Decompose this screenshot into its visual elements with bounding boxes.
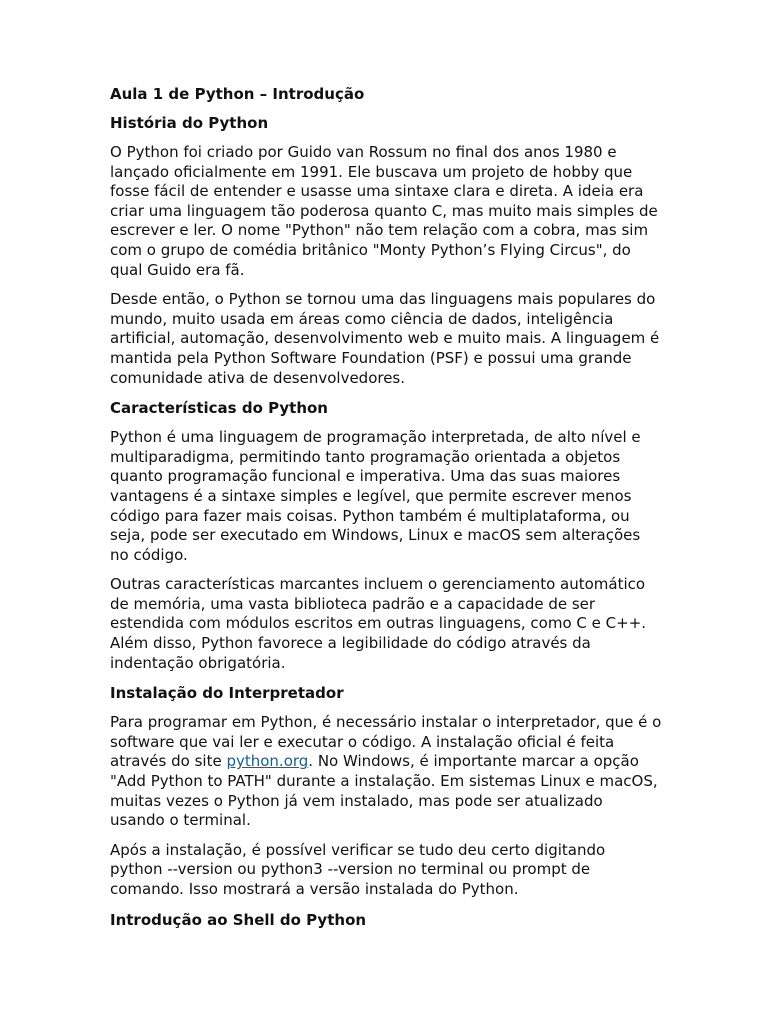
- heading-caracteristicas: Características do Python: [110, 399, 328, 418]
- paragraph-caracteristicas-1: Python é uma linguagem de programação interpretada, de alto nível e multiparadigma, permitindo tanto programação orientada a objetos quanto programação funcional e imperativa. Uma das suas maiores vantagens é a sintaxe simples e legível, que permite escrever menos código para fazer mais coisas. Python também é multiplataforma, ou seja, pode ser executado em Windows, Linux e macOS sem alterações no código.: [110, 428, 641, 564]
- python-org-link[interactable]: python.org: [226, 752, 309, 771]
- paragraph-instalacao-1: [110, 713, 662, 831]
- paragraph-instalacao-1-start: Para programar em Python, é necessário instalar o interpretador, que é o software que vai ler e executar o código. A instalação oficial é feita através do site: [110, 713, 662, 771]
- document-page: [110, 84, 662, 940]
- heading-instalacao: Instalação do Interpretador: [110, 684, 344, 703]
- paragraph-instalacao-2: Após a instalação, é possível verificar se tudo deu certo digitando python --version ou python3 --version no terminal ou prompt de comando. Isso mostrará a versão instalada do Python.: [110, 840, 606, 898]
- paragraph-historia-1: O Python foi criado por Guido van Rossum no final dos anos 1980 e lançado oficialmente em 1991. Ele buscava um projeto de hobby que fosse fácil de entender e usasse uma sintaxe clara e direta. A ideia era criar uma linguagem tão poderosa quanto C, mas muito mais simples de escrever e ler. O nome "Python" não tem relação com a cobra, mas sim com o grupo de comédia britânico "Monty Python’s Flying Circus", do qual Guido era fã.: [110, 143, 658, 279]
- document-title: Aula 1 de Python – Introdução: [110, 85, 365, 103]
- heading-historia: História do Python: [110, 114, 269, 132]
- heading-shell: Introdução ao Shell do Python: [110, 910, 367, 929]
- paragraph-historia-2: Desde então, o Python se tornou uma das linguagens mais populares do mundo, muito usada em áreas como ciência de dados, inteligência artificial, automação, desenvolvimento web e muito mais. A linguagem é mantida pela Python Software Foundation (PSF) e possui uma grande comunidade ativa de desenvolvedores.: [110, 290, 660, 387]
- paragraph-caracteristicas-2: Outras características marcantes incluem o gerenciamento automático de memória, uma vasta biblioteca padrão e a capacidade de ser estendida com módulos escritos em outras linguagens, como C e C++. Além disso, Python favorece a legibilidade do código através da indentação obrigatória.: [110, 575, 647, 672]
- paragraph-instalacao-1-end: . No Windows, é importante marcar a opção "Add Python to PATH" durante a instalação. Em sistemas Linux e macOS, muitas vezes o Python já vem instalado, mas pode ser atualizado usando o terminal.: [110, 752, 658, 830]
